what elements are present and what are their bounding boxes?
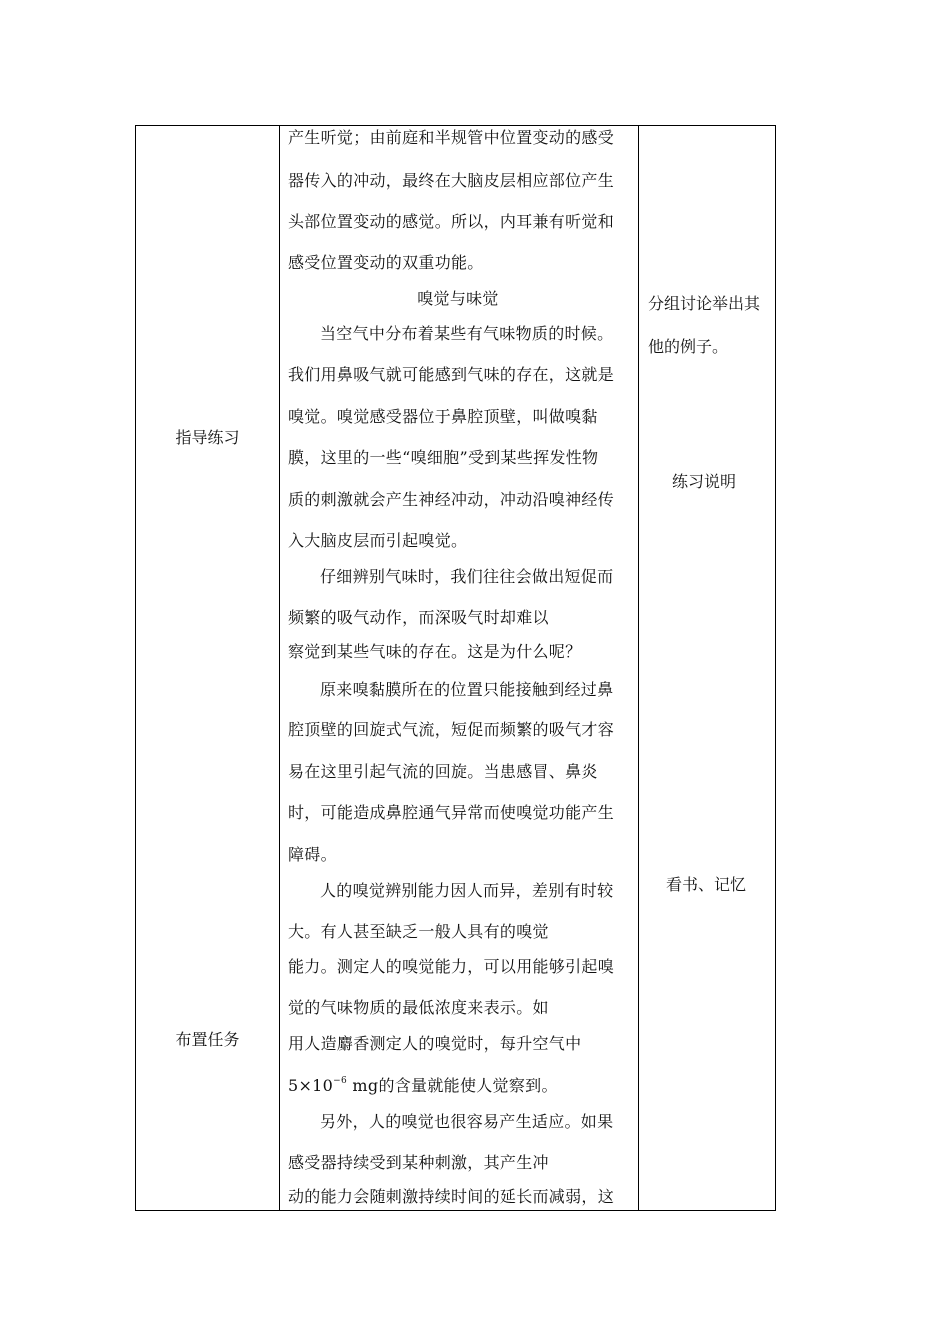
content-line: 人的嗅觉辨别能力因人而异，差别有时较: [320, 881, 614, 900]
content-line: 动的能力会随刺激持续时间的延长而减弱，这: [288, 1187, 615, 1206]
formula-unit: mg: [347, 1076, 379, 1095]
formula-line: [288, 1076, 558, 1096]
column-divider-2: [638, 126, 639, 1210]
activity-note-discussion-line-2: 他的例子。: [648, 337, 729, 356]
formula-exponent: −6: [333, 1075, 348, 1086]
content-line: 当空气中分布着某些有气味物质的时候。: [320, 324, 614, 343]
content-line: 频繁的吸气动作，而深吸气时却难以: [288, 608, 549, 627]
column-divider-1: [279, 126, 280, 1210]
content-line: 另外，人的嗅觉也很容易产生适应。如果: [320, 1112, 614, 1131]
activity-note-reading: 看书、记忆: [666, 875, 747, 894]
content-line: 嗅觉。嗅觉感受器位于鼻腔顶壁，叫做嗅黏: [288, 407, 598, 426]
section-heading: 嗅觉与味觉: [417, 289, 499, 308]
lesson-table: [135, 125, 776, 1211]
content-line: 感受位置变动的双重功能。: [288, 253, 484, 272]
content-line: 时，可能造成鼻腔通气异常而使嗅觉功能产生: [288, 803, 615, 822]
activity-note-discussion-line-1: 分组讨论举出其: [648, 294, 761, 313]
content-line: 用人造麝香测定人的嗅觉时，每升空气中: [288, 1034, 582, 1053]
content-line: 我们用鼻吸气就可能感到气味的存在，这就是: [288, 365, 615, 384]
content-line: 原来嗅黏膜所在的位置只能接触到经过鼻: [320, 680, 614, 699]
content-line: 仔细辨别气味时，我们往往会做出短促而: [320, 567, 614, 586]
content-line: 腔顶壁的回旋式气流，短促而频繁的吸气才容: [288, 720, 615, 739]
content-line: 易在这里引起气流的回旋。当患感冒、鼻炎: [288, 762, 598, 781]
content-line: 器传入的冲动，最终在大脑皮层相应部位产生: [288, 171, 615, 190]
content-line: 入大脑皮层而引起嗅觉。: [288, 531, 468, 550]
step-label-assign-task: 布置任务: [175, 1030, 240, 1049]
formula-base: 5×10: [288, 1076, 334, 1095]
lesson-content: [288, 126, 628, 1210]
content-line: 觉的气味物质的最低浓度来表示。如: [288, 998, 549, 1017]
content-line: 察觉到某些气味的存在。这是为什么呢？: [288, 642, 582, 661]
content-line: 头部位置变动的感觉。所以，内耳兼有听觉和: [288, 212, 615, 231]
content-line: 质的刺激就会产生神经冲动，冲动沿嗅神经传: [288, 490, 615, 509]
content-line: 感受器持续受到某种刺激，其产生冲: [288, 1153, 549, 1172]
activity-note-practice: 练习说明: [672, 472, 737, 491]
step-label-guided-practice: 指导练习: [175, 428, 240, 447]
content-line: 产生听觉；由前庭和半规管中位置变动的感受: [288, 128, 615, 147]
content-line: 大。有人甚至缺乏一般人具有的嗅觉: [288, 922, 549, 941]
content-line: 能力。测定人的嗅觉能力，可以用能够引起嗅: [288, 957, 615, 976]
content-line: 障碍。: [288, 845, 337, 864]
formula-text: 的含量就能使人觉察到。: [378, 1076, 558, 1095]
content-line: 膜，这里的一些“嗅细胞”受到某些挥发性物: [288, 448, 599, 467]
